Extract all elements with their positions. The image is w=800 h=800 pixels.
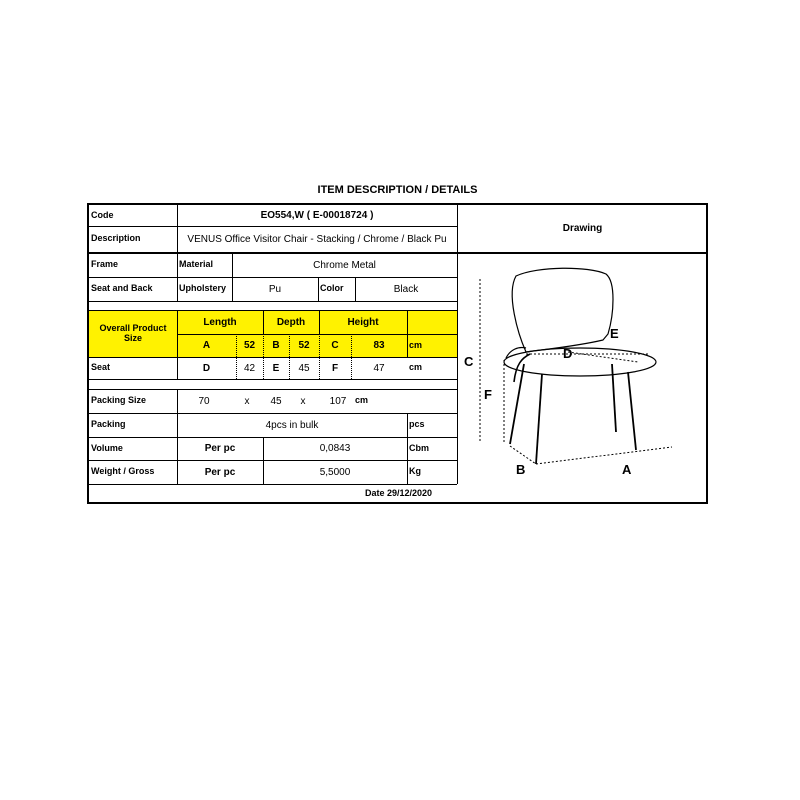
packing-unit: pcs (409, 419, 425, 430)
color-label: Color (320, 283, 344, 294)
drawing-label: Drawing (562, 223, 603, 234)
volume-value: 0,0843 (319, 443, 351, 454)
dim-b-letter: B (272, 340, 280, 351)
dim-c-value: 83 (373, 340, 385, 351)
drawing-label-d: D (563, 346, 573, 361)
dim-b-value: 52 (298, 340, 310, 351)
drawing-label-b: B (516, 462, 526, 477)
frame-label: Frame (91, 259, 119, 270)
upholstery-value: Pu (268, 283, 282, 295)
packing-size-label: Packing Size (91, 395, 147, 406)
weight-unit: Kg (409, 466, 421, 477)
volume-unit: Cbm (409, 442, 429, 453)
packing-value: 4pcs in bulk (265, 419, 319, 431)
drawing-label-a: A (622, 462, 632, 477)
length-header: Length (203, 316, 237, 328)
packing-label: Packing (91, 419, 126, 430)
height-header: Height (347, 316, 379, 328)
dim-d-value: 42 (243, 362, 256, 374)
packing-length: 70 (198, 395, 210, 407)
packing-sep-1: x (244, 395, 250, 407)
page-title: ITEM DESCRIPTION / DETAILS (317, 184, 478, 196)
dim-a-letter: A (202, 340, 211, 351)
material-label: Material (179, 259, 214, 270)
item-details-sheet (87, 203, 708, 504)
dim-f-value: 47 (373, 362, 385, 374)
packing-height: 107 (329, 395, 347, 407)
code-label: Code (91, 209, 114, 220)
drawing-label-c: C (464, 354, 474, 369)
upholstery-label: Upholstery (179, 283, 227, 294)
drawing-label-f: F (484, 387, 492, 402)
seat-label: Seat (91, 362, 111, 373)
volume-per: Per pc (204, 443, 236, 454)
overall-size-label-line1: Overall Product (99, 323, 167, 334)
material-value: Chrome Metal (313, 259, 376, 271)
dim-c-letter: C (331, 340, 339, 351)
description-value: VENUS Office Visitor Chair - Stacking / Chrome / Black Pu (187, 233, 447, 245)
packing-size-unit: cm (355, 395, 369, 406)
weight-per: Per pc (204, 466, 236, 478)
weight-value: 5,5000 (319, 466, 351, 478)
overall-size-label (89, 311, 177, 357)
dim-f-letter: F (331, 362, 339, 374)
chair-drawing (458, 254, 708, 483)
packing-sep-2: x (300, 395, 306, 407)
weight-label: Weight / Gross (91, 466, 155, 477)
drawing-label-e: E (610, 326, 619, 341)
volume-label: Volume (91, 442, 123, 453)
dim-e-letter: E (272, 362, 280, 374)
seat-unit: cm (409, 362, 423, 373)
packing-width: 45 (270, 395, 282, 407)
overall-size-label-line2: Size (123, 333, 142, 343)
description-label: Description (91, 233, 141, 244)
seat-back-label: Seat and Back (91, 283, 153, 294)
overall-size-unit: cm (409, 339, 423, 350)
color-value: Black (393, 283, 419, 295)
dim-d-letter: D (202, 362, 211, 374)
chair-seat-shape (504, 348, 656, 376)
footer-date: Date 29/12/2020 (364, 488, 433, 499)
depth-header: Depth (276, 316, 306, 328)
chair-back-shape (512, 268, 613, 352)
code-value: EO554,W ( E-00018724 ) (260, 210, 374, 221)
dim-e-value: 45 (298, 362, 310, 374)
dim-a-value: 52 (243, 340, 256, 351)
